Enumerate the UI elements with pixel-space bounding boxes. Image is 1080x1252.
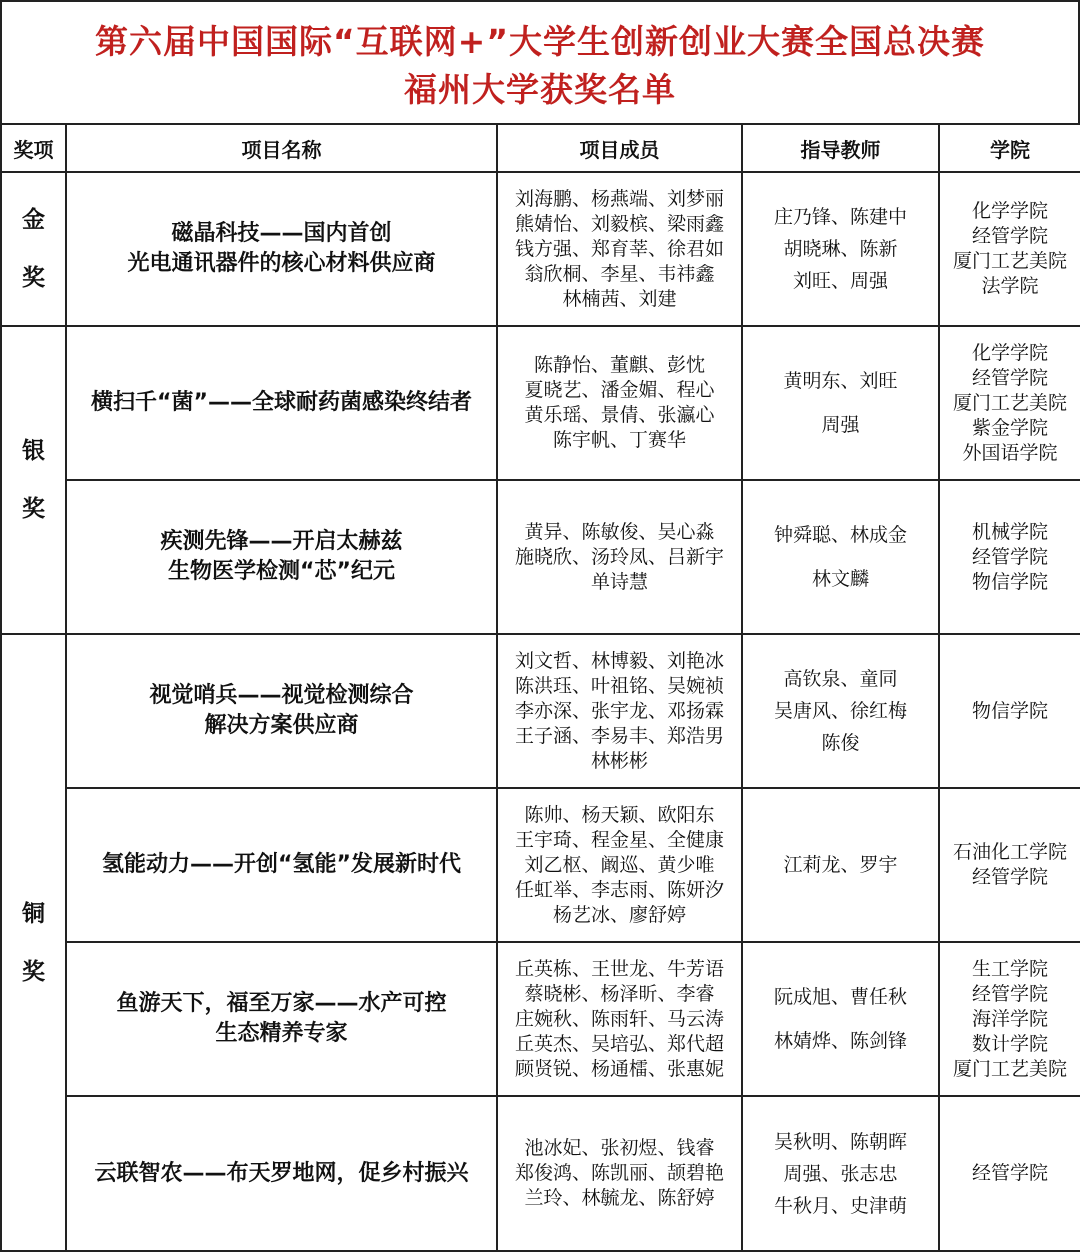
- teacher-line: 周强、张志忠: [783, 1162, 898, 1185]
- table-row: [1, 788, 1080, 942]
- member-line: 王宇琦、程金星、全健康: [514, 828, 724, 851]
- project-name: [66, 326, 497, 480]
- project-members: [497, 634, 742, 788]
- colleges: [939, 942, 1080, 1096]
- colleges: [939, 1096, 1080, 1251]
- teacher-line: 庄乃锋、陈建中: [773, 206, 907, 228]
- colleges: [939, 788, 1080, 942]
- project-name: [66, 788, 497, 942]
- college-line: 经管学院: [971, 366, 1048, 389]
- award-char: 奖: [22, 958, 45, 985]
- member-line: 刘海鹏、杨燕端、刘梦丽: [514, 187, 724, 210]
- member-line: 翁欣桐、李星、韦祎鑫: [524, 262, 715, 285]
- award-bronze: [1, 634, 66, 1251]
- teacher-line: 黄明东、刘旺: [783, 370, 898, 392]
- teacher-line: 江莉龙、罗宇: [783, 854, 898, 876]
- member-line: 陈帅、杨天颖、欧阳东: [524, 803, 715, 826]
- member-line: 蔡晓彬、杨泽昕、李睿: [524, 982, 715, 1005]
- college-line: 厦门工艺美院: [952, 250, 1067, 272]
- teacher-line: 陈俊: [821, 732, 860, 754]
- colleges: [939, 172, 1080, 326]
- project-members: [497, 172, 742, 326]
- member-line: 单诗慧: [590, 570, 648, 593]
- member-line: 林楠茜、刘建: [562, 287, 677, 310]
- teachers: [742, 172, 939, 326]
- table-header-row: [1, 124, 1080, 172]
- header-project: 项目名称: [66, 124, 497, 172]
- project-line: 视觉哨兵——视觉检测综合: [149, 683, 414, 708]
- member-line: 王子涵、李易丰、郑浩男: [514, 724, 724, 747]
- award-table: [0, 123, 1080, 1252]
- member-line: 李亦深、张宇龙、邓扬霖: [514, 699, 724, 722]
- member-line: 池冰妃、张初煜、钱睿: [524, 1137, 715, 1159]
- teacher-line: 刘旺、周强: [792, 270, 888, 292]
- project-members: [497, 942, 742, 1096]
- college-line: 经管学院: [971, 1162, 1048, 1184]
- college-line: 经管学院: [971, 225, 1048, 247]
- header-teachers: 指导教师: [742, 124, 939, 172]
- project-members: [497, 1096, 742, 1251]
- teacher-line: 吴秋明、陈朝晖: [773, 1130, 907, 1153]
- teacher-line: 钟舜聪、林成金: [773, 524, 907, 546]
- teacher-line: 高钦泉、童同: [783, 668, 898, 690]
- college-line: 经管学院: [971, 545, 1048, 568]
- college-line: 海洋学院: [971, 1007, 1048, 1030]
- member-line: 郑俊鸿、陈凯丽、颉碧艳: [514, 1162, 724, 1184]
- award-gold: [1, 172, 66, 326]
- main-title: 第六届中国国际“互联网+”大学生创新创业大赛全国总决赛: [94, 22, 986, 61]
- member-line: 丘英杰、吴培弘、郑代超: [514, 1032, 724, 1055]
- member-line: 庄婉秋、陈雨轩、马云涛: [514, 1007, 724, 1030]
- project-line: 鱼游天下，福至万家——水产可控: [116, 991, 447, 1016]
- award-char: 银: [22, 438, 45, 464]
- project-name: [66, 634, 497, 788]
- project-line: 解决方案供应商: [204, 713, 359, 738]
- college-line: 厦门工艺美院: [952, 1057, 1067, 1080]
- project-line: 光电通讯器件的核心材料供应商: [127, 251, 436, 276]
- college-line: 紫金学院: [971, 416, 1048, 439]
- member-line: 黄乐瑶、景倩、张瀛心: [524, 404, 715, 426]
- member-line: 杨艺冰、廖舒婷: [552, 903, 686, 926]
- project-members: [497, 480, 742, 634]
- college-line: 物信学院: [971, 699, 1048, 722]
- project-line: 生物医学检测“芯”纪元: [168, 559, 395, 584]
- project-line: 氢能动力——开创“氢能”发展新时代: [102, 852, 461, 877]
- teacher-line: 牛秋月、史津萌: [773, 1194, 907, 1217]
- award-char: 奖: [22, 496, 45, 522]
- college-line: 物信学院: [971, 570, 1048, 593]
- college-line: 化学学院: [971, 341, 1048, 364]
- member-line: 陈洪珏、叶祖铭、吴婉祯: [514, 674, 724, 697]
- project-line: 云联智农——布天罗地网，促乡村振兴: [94, 1160, 469, 1186]
- member-line: 刘文哲、林博毅、刘艳冰: [514, 649, 724, 672]
- award-silver: [1, 326, 66, 634]
- project-name: [66, 480, 497, 634]
- college-line: 经管学院: [971, 982, 1048, 1005]
- member-line: 林彬彬: [590, 749, 648, 772]
- table-row: [1, 1096, 1080, 1251]
- teachers: [742, 326, 939, 480]
- college-line: 厦门工艺美院: [952, 391, 1067, 414]
- sub-title: 福州大学获奖名单: [404, 70, 676, 109]
- member-line: 陈宇帆、丁赛华: [552, 429, 686, 451]
- teacher-line: 吴唐风、徐红梅: [773, 700, 907, 722]
- table-row: [1, 942, 1080, 1096]
- project-members: [497, 326, 742, 480]
- college-line: 机械学院: [971, 520, 1048, 543]
- teachers: [742, 480, 939, 634]
- colleges: [939, 480, 1080, 634]
- college-line: 法学院: [981, 275, 1039, 297]
- member-line: 兰玲、林毓龙、陈舒婷: [524, 1187, 715, 1209]
- teachers: [742, 634, 939, 788]
- header-college: 学院: [939, 124, 1080, 172]
- table-row: [1, 634, 1080, 788]
- member-line: 施晓欣、汤玲凤、吕新宇: [514, 545, 724, 568]
- member-line: 熊婧怡、刘毅槟、梁雨鑫: [514, 212, 724, 235]
- project-line: 生态精养专家: [215, 1021, 348, 1046]
- colleges: [939, 326, 1080, 480]
- member-line: 黄异、陈敏俊、吴心淼: [524, 520, 715, 543]
- member-line: 夏晓艺、潘金媚、程心: [524, 379, 715, 401]
- header-award: 奖项: [1, 124, 66, 172]
- project-line: 磁晶科技——国内首创: [171, 221, 392, 246]
- award-char: 铜: [22, 900, 45, 927]
- award-char: 奖: [22, 265, 45, 291]
- teachers: [742, 1096, 939, 1251]
- member-line: 钱方强、郑育莘、徐君如: [514, 237, 724, 260]
- colleges: [939, 634, 1080, 788]
- college-line: 经管学院: [971, 866, 1048, 888]
- teachers: [742, 788, 939, 942]
- college-line: 外国语学院: [962, 441, 1058, 464]
- teachers: [742, 942, 939, 1096]
- project-line: 疾测先锋——开启太赫兹: [160, 529, 403, 554]
- project-line: 横扫千“菌”——全球耐药菌感染终结者: [91, 390, 472, 415]
- teacher-line: 周强: [821, 414, 860, 436]
- teacher-line: 阮成旭、曹任秋: [773, 986, 907, 1008]
- college-line: 数计学院: [971, 1032, 1048, 1055]
- member-line: 陈静怡、董麒、彭忱: [533, 354, 705, 376]
- teacher-line: 胡晓琳、陈新: [783, 238, 898, 260]
- member-line: 丘英栋、王世龙、牛芳语: [514, 957, 724, 980]
- title-box: [0, 0, 1080, 123]
- project-name: [66, 942, 497, 1096]
- project-name: [66, 1096, 497, 1251]
- header-members: 项目成员: [497, 124, 742, 172]
- award-char: 金: [22, 207, 45, 233]
- college-line: 生工学院: [971, 957, 1048, 980]
- table-row: [1, 480, 1080, 634]
- teacher-line: 林婧烨、陈剑锋: [773, 1030, 907, 1052]
- table-row: [1, 172, 1080, 326]
- teacher-line: 林文麟: [811, 568, 869, 590]
- member-line: 顾贤锐、杨通檑、张惠妮: [514, 1057, 724, 1080]
- college-line: 石油化工学院: [952, 841, 1067, 863]
- project-name: [66, 172, 497, 326]
- project-members: [497, 788, 742, 942]
- member-line: 任虹举、李志雨、陈妍汐: [514, 878, 724, 901]
- table-row: [1, 326, 1080, 480]
- member-line: 刘乙枢、阚巡、黄少唯: [524, 853, 715, 876]
- college-line: 化学学院: [971, 200, 1048, 222]
